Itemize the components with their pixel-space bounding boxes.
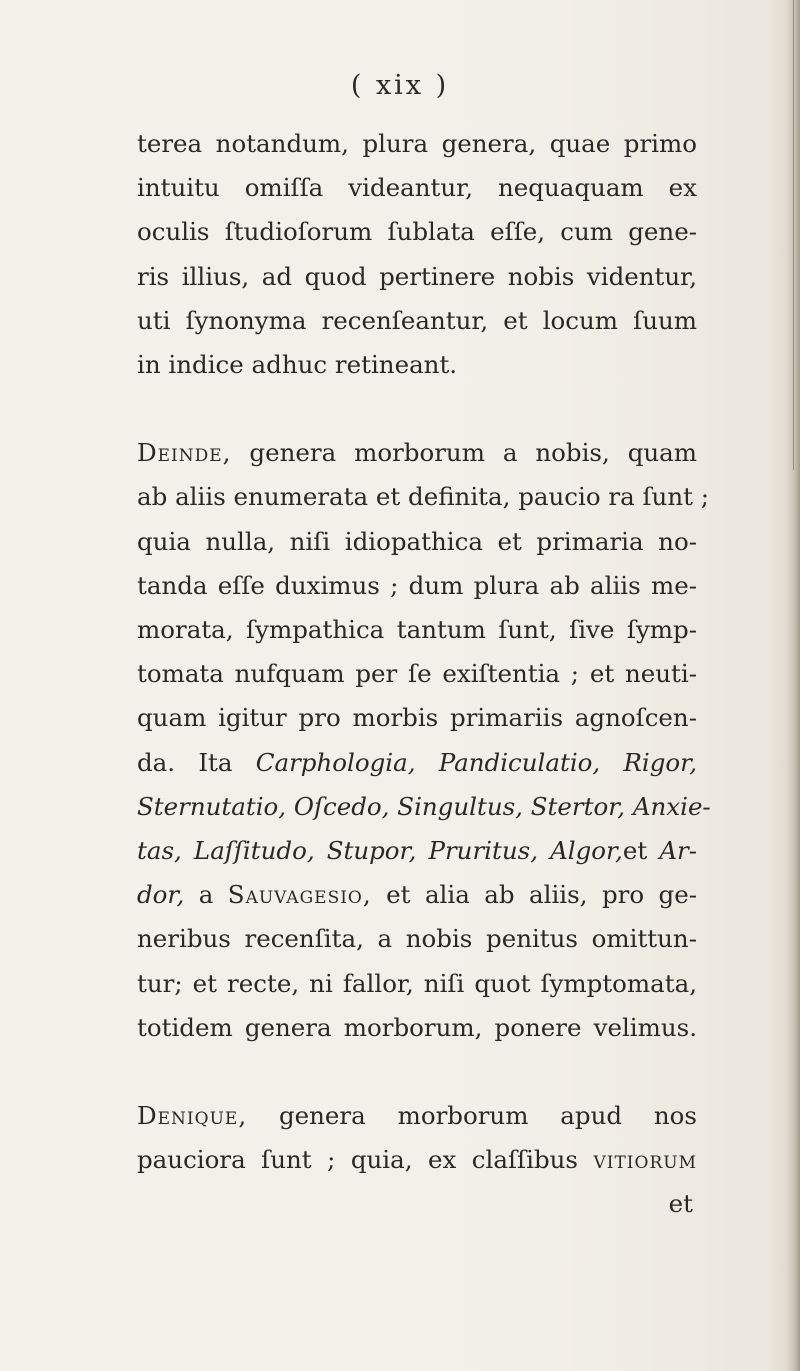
paragraph-lead: Deinde, bbox=[137, 438, 232, 468]
disease-term: Singultus, bbox=[397, 791, 523, 821]
text-line: ab aliis enumerata et definita, paucio ra ſunt ; bbox=[137, 482, 709, 512]
disease-term: Anxie- bbox=[632, 791, 711, 821]
text-line: ris illius, ad quod pertinere nobis videntur, bbox=[137, 261, 697, 291]
text-line: morata, ſympathica tantum ſunt, ſive ſymp- bbox=[137, 615, 697, 645]
disease-term: Stupor, bbox=[326, 836, 417, 866]
text-line: uti ſynonyma recenſeantur, et locum ſuum bbox=[137, 305, 697, 335]
text-line: Deinde, genera morborum a nobis, quam bbox=[137, 438, 697, 468]
text-line: intuitu omiſſa videantur, nequaquam ex bbox=[137, 173, 697, 203]
text-line: quam igitur pro morbis primariis agnoſcen- bbox=[137, 703, 697, 733]
disease-term: Rigor, bbox=[623, 747, 697, 777]
disease-term: Laſſitudo, bbox=[193, 836, 315, 866]
body-text bbox=[137, 122, 711, 1227]
text-line: pauciora ſunt ; quia, ex claſſibus vitiorum bbox=[137, 1145, 697, 1175]
text-line: tanda eſſe duximus ; dum plura ab aliis me- bbox=[137, 570, 697, 600]
text-line: da. Ita Carphologia, Pandiculatio, Rigor, bbox=[137, 747, 697, 777]
catchword: et bbox=[668, 1189, 693, 1219]
text-line: in indice adhuc retineant. bbox=[137, 350, 458, 380]
text-line: totidem genera morborum, ponere velimus. bbox=[137, 1012, 697, 1042]
disease-term: Ar- bbox=[659, 836, 697, 866]
disease-term: dor, bbox=[137, 880, 185, 910]
paragraph-3 bbox=[137, 1094, 697, 1227]
paragraph-lead: Denique, bbox=[137, 1101, 248, 1131]
paragraph-2 bbox=[137, 431, 711, 1050]
disease-term: Sternutatio, bbox=[137, 791, 287, 821]
text-line: Denique, genera morborum apud nos bbox=[137, 1101, 697, 1131]
disease-term: Algor, bbox=[550, 836, 623, 866]
page-number-header: ( xix ) bbox=[350, 70, 450, 101]
text-line: neribus recenſita, a nobis penitus omittun- bbox=[137, 924, 697, 954]
disease-term: Pruritus, bbox=[428, 836, 538, 866]
text-line: quia nulla, niſi idiopathica et primaria no- bbox=[137, 526, 697, 556]
text-line: terea notandum, plura genera, quae primo bbox=[137, 129, 697, 158]
text-line: dor, a Sauvagesio, et alia ab aliis, pro ge- bbox=[137, 880, 698, 910]
disease-term: Oſcedo, bbox=[293, 791, 390, 821]
small-caps-term: vitiorum bbox=[593, 1145, 697, 1175]
disease-term: Stertor, bbox=[530, 791, 626, 821]
disease-term: Carphologia, bbox=[255, 747, 416, 777]
paragraph-1 bbox=[137, 122, 697, 387]
text-line: tomata nufquam per ſe exiſtentia ; et neuti- bbox=[137, 659, 697, 689]
text-line: tas, Laſſitudo, Stupor, Pruritus, Algor,et Ar- bbox=[137, 836, 697, 866]
disease-term: Pandiculatio, bbox=[438, 747, 601, 777]
author-name: Sauvagesio, bbox=[227, 880, 372, 910]
text-line bbox=[137, 785, 711, 829]
text-line: oculis ſtudioſorum ſublata eſſe, cum gene- bbox=[137, 217, 697, 247]
text-line: tur; et recte, ni fallor, niſi quot ſymptomata, bbox=[137, 968, 697, 998]
disease-term: tas, bbox=[137, 836, 182, 866]
